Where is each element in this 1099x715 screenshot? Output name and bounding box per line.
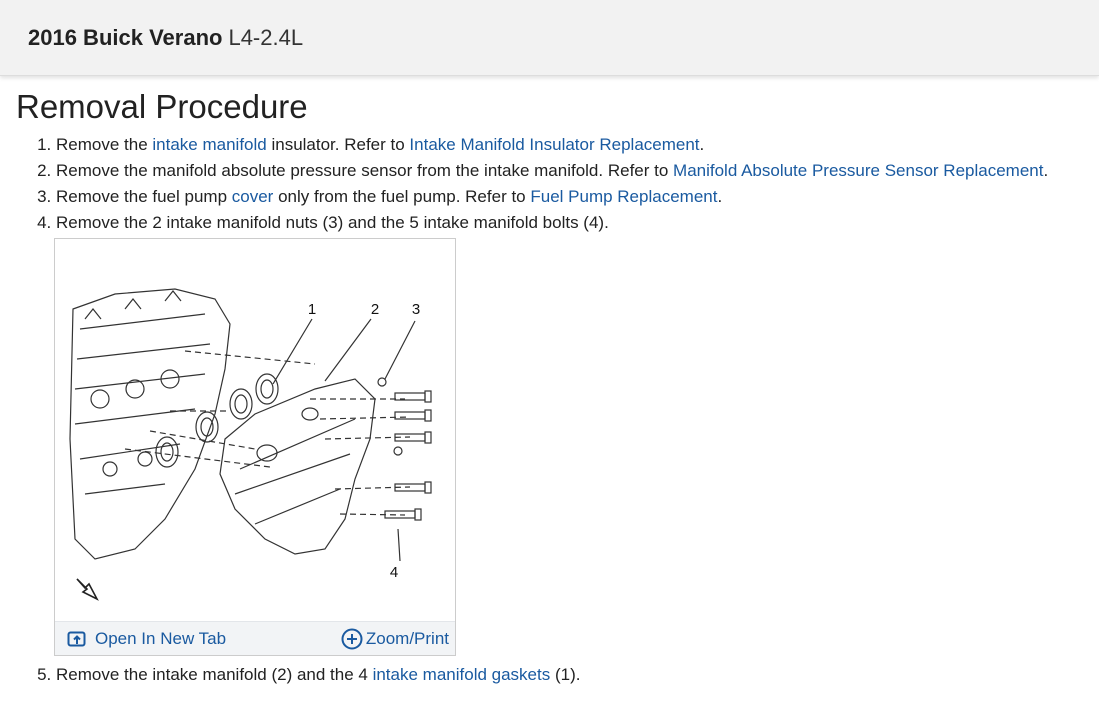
zoom-print-label: Zoom/Print [365,628,449,648]
callout-3: 3 [411,301,421,318]
step-1: 1. Remove the intake manifold insulator. Refer to Intake Manifold Insulator Replacement. [56,132,1099,158]
map-sensor-replacement-link[interactable]: Manifold Absolute Pressure Sensor Replacement [673,161,1044,180]
callout-4: 4 [389,564,399,581]
intake-manifold-link[interactable]: intake manifold [152,135,267,154]
callout-1: 1 [307,301,317,318]
page-title: Removal Procedure [16,88,308,125]
zoom-print-button[interactable] [341,626,449,652]
open-in-new-tab-label: Open In New Tab [95,628,227,648]
front-arrow-icon [77,579,97,599]
step-5: 5. Remove the intake manifold (2) and the 4 intake manifold gaskets (1). [56,662,1099,688]
open-in-new-tab-button[interactable] [67,626,226,652]
figure-toolbar [55,621,455,655]
cover-link[interactable]: cover [231,187,274,206]
step-3: 3. Remove the fuel pump cover only from the fuel pump. Refer to Fuel Pump Replacement. [56,184,1099,210]
callout-2: 2 [370,301,380,318]
page-header [0,0,1099,76]
intake-manifold-gaskets-link[interactable]: intake manifold gaskets [372,665,551,684]
open-new-tab-icon [67,630,87,648]
engine-spec: L4-2.4L [228,24,304,50]
intake-manifold-insulator-replacement-link[interactable]: Intake Manifold Insulator Replacement [409,135,700,154]
fuel-pump-replacement-link[interactable]: Fuel Pump Replacement [530,187,718,206]
step-4: 4. Remove the 2 intake manifold nuts (3) and the 5 intake manifold bolts (4). 1 2 3 4 Open In New Tab Zoom/Print [56,210,1099,656]
steps-list [0,132,1099,688]
procedure-figure [54,238,456,656]
vehicle-name: 2016 Buick Verano [28,24,223,50]
intake-manifold-diagram[interactable] [55,239,455,621]
zoom-plus-icon [341,628,363,650]
step-2: 2. Remove the manifold absolute pressure sensor from the intake manifold. Refer to Manifold Absolute Pressure Sensor Replacement. [56,158,1099,184]
